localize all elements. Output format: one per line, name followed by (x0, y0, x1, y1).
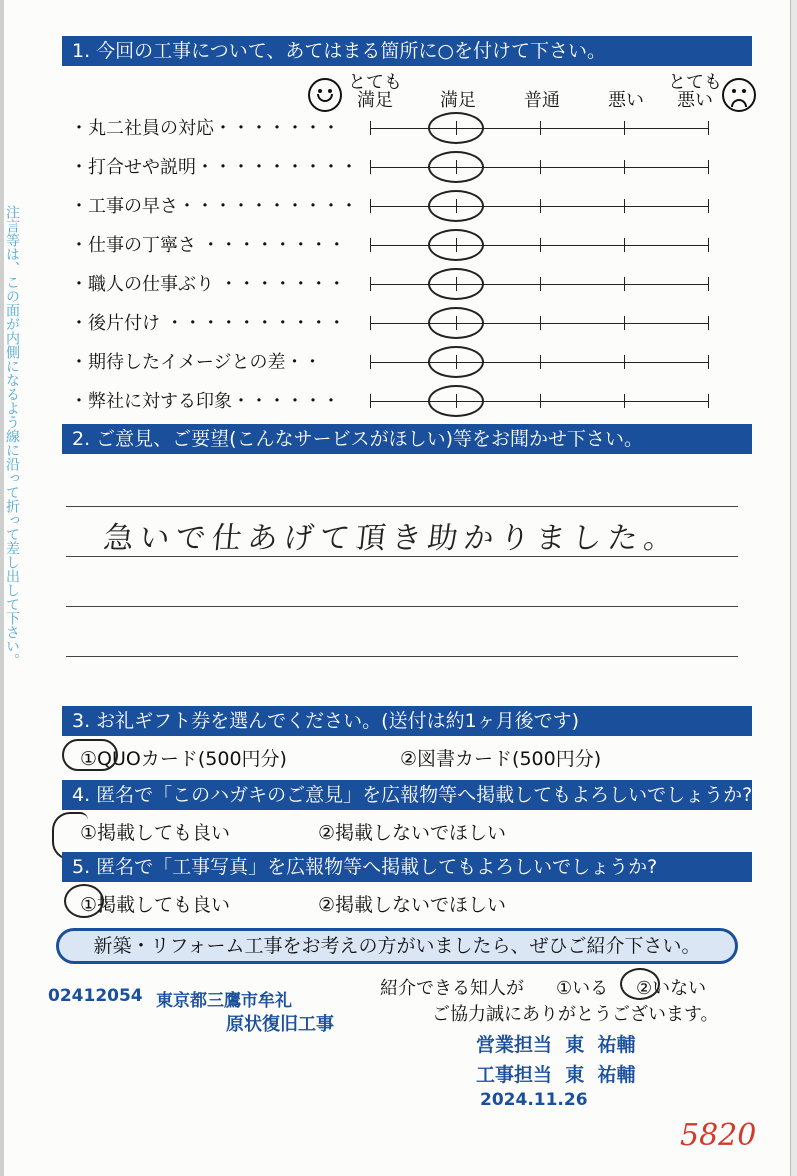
customer-address: 東京都三鷹市牟礼 (156, 991, 292, 1011)
rating-row-label: ・打合せや説明・・・・・・・・・ (70, 157, 358, 178)
section5-title: 5. 匿名で「工事写真」を広報物等へ掲載してもよろしいでしょうか? (62, 852, 752, 882)
rating-tick[interactable] (708, 199, 709, 213)
comment-line (66, 556, 738, 557)
rating-selection-circle (428, 112, 484, 144)
rating-selection-circle (428, 346, 484, 378)
column-very-satisfied-bottom: 満足 (357, 90, 393, 111)
rating-row-label: ・弊社に対する印象・・・・・・ (70, 391, 340, 412)
rating-tick[interactable] (708, 160, 709, 174)
rating-tick[interactable] (540, 199, 541, 213)
rating-tick[interactable] (708, 355, 709, 369)
rating-row-label: ・期待したイメージとの差・・ (70, 352, 322, 373)
rating-tick[interactable] (708, 277, 709, 291)
rating-selection-circle (428, 307, 484, 339)
rating-selection-circle (428, 190, 484, 222)
column-very-satisfied-top: とても (348, 72, 402, 93)
rating-tick[interactable] (370, 121, 371, 135)
scan-edge-right (790, 0, 797, 1176)
rating-tick[interactable] (540, 355, 541, 369)
column-bad: 悪い (608, 90, 644, 111)
rating-row-label: ・工事の早さ・・・・・・・・・・ (70, 196, 358, 217)
sales-staff: 営業担当 東 祐輔 (476, 1034, 636, 1056)
section1-title: 1. 今回の工事について、あてはまる箇所に○を付けて下さい。 (62, 36, 752, 66)
rating-selection-circle (428, 151, 484, 183)
rating-tick[interactable] (540, 160, 541, 174)
rating-scale-line (370, 323, 708, 324)
rating-scale-line (370, 362, 708, 363)
photo-publish-no[interactable]: ②掲載しないでほしい (318, 894, 507, 916)
rating-tick[interactable] (540, 316, 541, 330)
rating-selection-circle (428, 385, 484, 417)
rating-tick[interactable] (370, 277, 371, 291)
rating-row-label: ・後片付け ・・・・・・・・・・ (70, 313, 346, 334)
rating-row-label: ・丸二社員の対応・・・・・・・ (70, 118, 340, 139)
rating-tick[interactable] (624, 316, 625, 330)
rating-tick[interactable] (708, 394, 709, 408)
staff-date: 2024.11.26 (480, 1090, 588, 1110)
referral-prompt: 紹介できる知人が (380, 978, 524, 999)
rating-tick[interactable] (708, 316, 709, 330)
comment-publish-yes[interactable]: ①掲載しても良い (80, 822, 231, 844)
column-very-bad-bottom: 悪い (677, 90, 713, 111)
section4-title: 4. 匿名で「このハガキのご意見」を広報物等へ掲載してもよろしいでしょうか? (62, 780, 752, 810)
section3-title: 3. お礼ギフト券を選んでください。(送付は約1ヶ月後です) (62, 706, 752, 736)
selection-circle (64, 884, 104, 918)
rating-tick[interactable] (624, 160, 625, 174)
referral-banner: 新築・リフォーム工事をお考えの方がいましたら、ぜひご紹介下さい。 (56, 928, 738, 964)
handwritten-number: 5820 (680, 1118, 757, 1153)
section2-title: 2. ご意見、ご要望(こんなサービスがほしい)等をお聞かせ下さい。 (62, 424, 752, 454)
comment-line (66, 606, 738, 607)
rating-tick[interactable] (370, 394, 371, 408)
rating-tick[interactable] (370, 199, 371, 213)
photo-publish-yes[interactable]: ①掲載しても良い (80, 894, 231, 916)
rating-tick[interactable] (370, 316, 371, 330)
rating-tick[interactable] (624, 199, 625, 213)
referral-option-no[interactable]: ②いない (636, 978, 707, 999)
customer-id: 02412054 (48, 986, 143, 1006)
rating-tick[interactable] (540, 238, 541, 252)
rating-tick[interactable] (708, 121, 709, 135)
handwritten-comment[interactable]: 急いで仕あげて頂き助かりました。 (101, 521, 682, 556)
rating-tick[interactable] (624, 277, 625, 291)
thanks-text: ご協力誠にありがとうございます。 (432, 1004, 719, 1025)
rating-tick[interactable] (540, 277, 541, 291)
rating-tick[interactable] (624, 121, 625, 135)
rating-tick[interactable] (624, 355, 625, 369)
smiley-face-icon (308, 78, 342, 112)
comment-line (66, 656, 738, 657)
comment-publish-no[interactable]: ②掲載しないでほしい (318, 822, 507, 844)
column-very-bad-top: とても (668, 72, 722, 93)
rating-tick[interactable] (708, 238, 709, 252)
selection-circle (62, 739, 118, 771)
rating-scale-line (370, 206, 708, 207)
rating-scale-line (370, 245, 708, 246)
rating-tick[interactable] (370, 238, 371, 252)
comment-line (66, 506, 738, 507)
rating-tick[interactable] (370, 355, 371, 369)
column-satisfied: 満足 (440, 90, 476, 111)
gift-option-book[interactable]: ②図書カード(500円分) (400, 748, 602, 770)
rating-row-label: ・仕事の丁寧さ ・・・・・・・・ (70, 235, 346, 256)
rating-row-label: ・職人の仕事ぶり ・・・・・・・ (70, 274, 346, 295)
rating-tick[interactable] (624, 394, 625, 408)
side-note: 注言等は、この面が内側になるよう線に沿って折って差し出して下さい。 (4, 205, 20, 667)
referral-option-yes[interactable]: ①いる (556, 978, 609, 999)
rating-tick[interactable] (370, 160, 371, 174)
column-neutral: 普通 (524, 90, 560, 111)
work-type: 原状復旧工事 (226, 1014, 334, 1035)
selection-circle (620, 968, 660, 1000)
gift-option-quo[interactable]: ①QUOカード(500円分) (80, 748, 287, 770)
rating-tick[interactable] (540, 121, 541, 135)
rating-selection-circle (428, 229, 484, 261)
rating-scale-line (370, 128, 708, 129)
rating-scale-line (370, 167, 708, 168)
frowny-face-icon (722, 78, 756, 112)
rating-scale-line (370, 401, 708, 402)
construction-staff: 工事担当 東 祐輔 (476, 1064, 636, 1086)
rating-selection-circle (428, 268, 484, 300)
rating-scale-line (370, 284, 708, 285)
rating-tick[interactable] (540, 394, 541, 408)
rating-tick[interactable] (624, 238, 625, 252)
